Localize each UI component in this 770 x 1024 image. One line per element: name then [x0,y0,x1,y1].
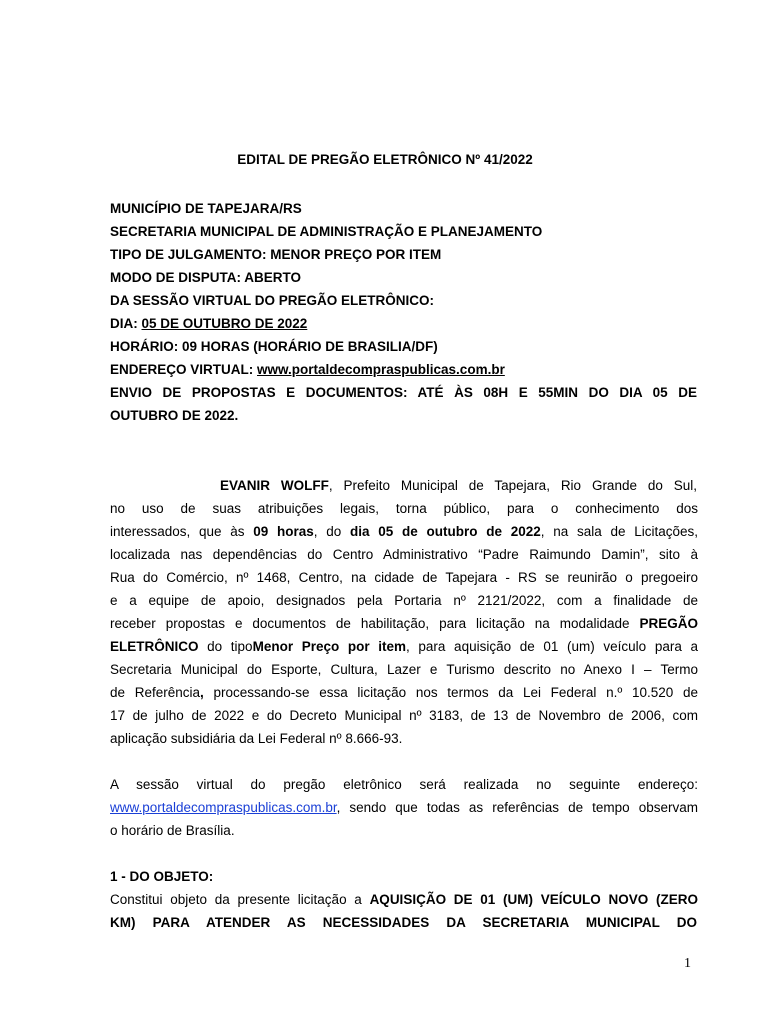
intro-line-8: ELETRÔNICO do tipoMenor Preço por item, para aquisição de 01 (um) veículo para a [110,639,698,654]
intro-line-1: EVANIR WOLFF, Prefeito Municipal de Tapejara, Rio Grande do Sul, [220,478,697,493]
portal-link[interactable]: www.portaldecompraspublicas.com.br [110,800,337,815]
dia-value: 05 DE OUTUBRO DE 2022 [141,316,308,331]
intro-line-3: interessados, que às 09 horas, do dia 05 de outubro de 2022, na sala de Licitações, [110,524,698,539]
objeto-heading: 1 - DO OBJETO: [110,869,214,884]
sessao-line-1: A sessão virtual do pregão eletrônico será realizada no seguinte endereço: [110,777,698,792]
intro-line-10: de Referência, processando-se essa licitação nos termos da Lei Federal n.º 10.520 de [110,685,698,700]
header-horario: HORÁRIO: 09 HORAS (HORÁRIO DE BRASILIA/DF) [110,339,438,354]
intro-line-9: Secretaria Municipal do Esporte, Cultura, Lazer e Turismo descrito no Anexo I – Termo [110,662,698,677]
document-title: EDITAL DE PREGÃO ELETRÔNICO Nº 41/2022 [237,152,533,167]
intro-line-2: no uso de suas atribuições legais, torna público, para o conhecimento dos [110,501,698,516]
header-envio-line1: ENVIO DE PROPOSTAS E DOCUMENTOS: ATÉ ÀS 08H E 55MIN DO DIA 05 DE [110,385,697,400]
header-tipo-julgamento: TIPO DE JULGAMENTO: MENOR PREÇO POR ITEM [110,247,442,262]
intro-line-6: e a equipe de apoio, designados pela Portaria nº 2121/2022, com a finalidade de [110,593,698,608]
page-number: 1 [684,956,691,971]
header-municipio: MUNICÍPIO DE TAPEJARA/RS [110,201,302,216]
intro-line-5: Rua do Comércio, nº 1468, Centro, na cidade de Tapejara - RS se reunirão o pregoeiro [110,570,698,585]
intro-line-7: receber propostas e documentos de habilitação, para licitação na modalidade PREGÃO [110,616,698,631]
endereco-link[interactable]: www.portaldecompraspublicas.com.br [257,362,505,377]
objeto-line-2: KM) PARA ATENDER AS NECESSIDADES DA SECRETARIA MUNICIPAL DO [110,915,697,930]
prefeito-name: EVANIR WOLFF [220,478,329,493]
intro-line-11: 17 de julho de 2022 e do Decreto Municipal nº 3183, de 13 de Novembro de 2006, com [110,708,698,723]
endereco-label: ENDEREÇO VIRTUAL: [110,362,258,377]
intro-line-4: localizada nas dependências do Centro Administrativo “Padre Raimundo Damin”, sito à [110,547,698,562]
objeto-line-1: Constitui objeto da presente licitação a AQUISIÇÃO DE 01 (UM) VEÍCULO NOVO (ZERO [110,892,698,907]
header-modo-disputa: MODO DE DISPUTA: ABERTO [110,270,302,285]
dia-label: DIA: [110,316,142,331]
header-sessao-virtual: DA SESSÃO VIRTUAL DO PREGÃO ELETRÔNICO: [110,293,435,308]
header-secretaria: SECRETARIA MUNICIPAL DE ADMINISTRAÇÃO E PLANEJAMENTO [110,224,543,239]
sessao-line-3: o horário de Brasília. [110,823,235,838]
header-dia [110,316,307,331]
header-endereco [110,362,505,377]
header-envio-line2: OUTUBRO DE 2022. [110,408,239,423]
intro-line-12: aplicação subsidiária da Lei Federal nº 8.666-93. [110,731,403,746]
sessao-line-2: www.portaldecompraspublicas.com.br, sendo que todas as referências de tempo observam [110,800,698,815]
